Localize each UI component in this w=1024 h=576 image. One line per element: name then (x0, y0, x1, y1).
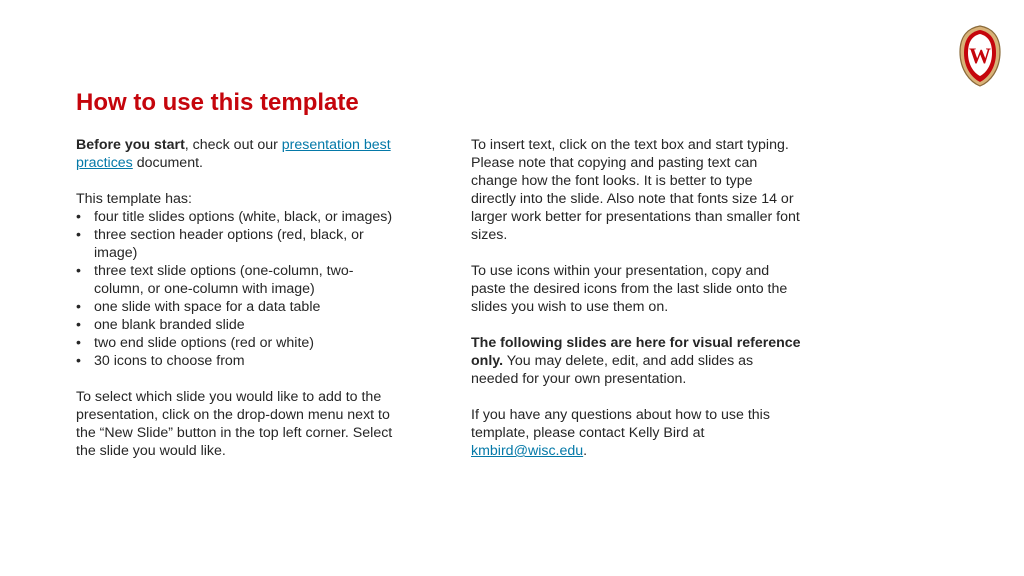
list-item: • one blank branded slide (76, 317, 245, 333)
template-has-heading: This template has: (76, 191, 192, 207)
select-slide-paragraph: To select which slide you would like to add to the presentation, click on the drop-down menu next to the “New Slide” button in the top left corner. Select the slide you would like. (76, 389, 393, 459)
intro-text: , check out our (184, 137, 282, 153)
uw-crest-icon (958, 24, 1002, 88)
insert-text-paragraph: To insert text, click on the text box and start typing. Please note that copying and pasting text can change how the font looks. It is better to type directly into the slide. Also note that fonts size 14 or larger work better for presentations than smaller font sizes. (471, 137, 800, 243)
list-item: • four title slides options (white, black, or images) (76, 209, 393, 225)
list-item: • 30 icons to choose from (76, 353, 245, 369)
right-column (471, 136, 801, 460)
visual-text: You may delete, edit, and add slides as needed for your own presentation. (471, 353, 754, 387)
list-item: • three text slide options (one-column, two-column, or one-column with image) (76, 263, 354, 297)
icons-paragraph: To use icons within your presentation, copy and paste the desired icons from the last slide onto the slides you wish to use them on. (471, 263, 788, 315)
left-column (76, 136, 396, 460)
visual-bold: The following slides are here for visual reference only. (471, 335, 801, 369)
intro-paragraph (76, 136, 396, 172)
contact-tail: . (583, 443, 588, 459)
contact-text: If you have any questions about how to use this template, please contact Kelly Bird at (471, 407, 770, 441)
visual-reference-paragraph (471, 334, 801, 388)
best-practices-link[interactable]: presentation best practices (76, 137, 391, 171)
list-item: • two end slide options (red or white) (76, 335, 315, 351)
list-item: • one slide with space for a data table (76, 299, 321, 315)
intro-tail: document. (132, 155, 203, 171)
features-list (76, 208, 396, 370)
contact-email-link[interactable]: kmbird@wisc.edu (471, 443, 584, 459)
list-item: • three section header options (red, black, or image) (76, 227, 364, 261)
intro-bold: Before you start (76, 137, 185, 153)
page-title: How to use this template (76, 89, 359, 116)
contact-paragraph (471, 406, 801, 460)
crest-letter: W (969, 43, 991, 68)
